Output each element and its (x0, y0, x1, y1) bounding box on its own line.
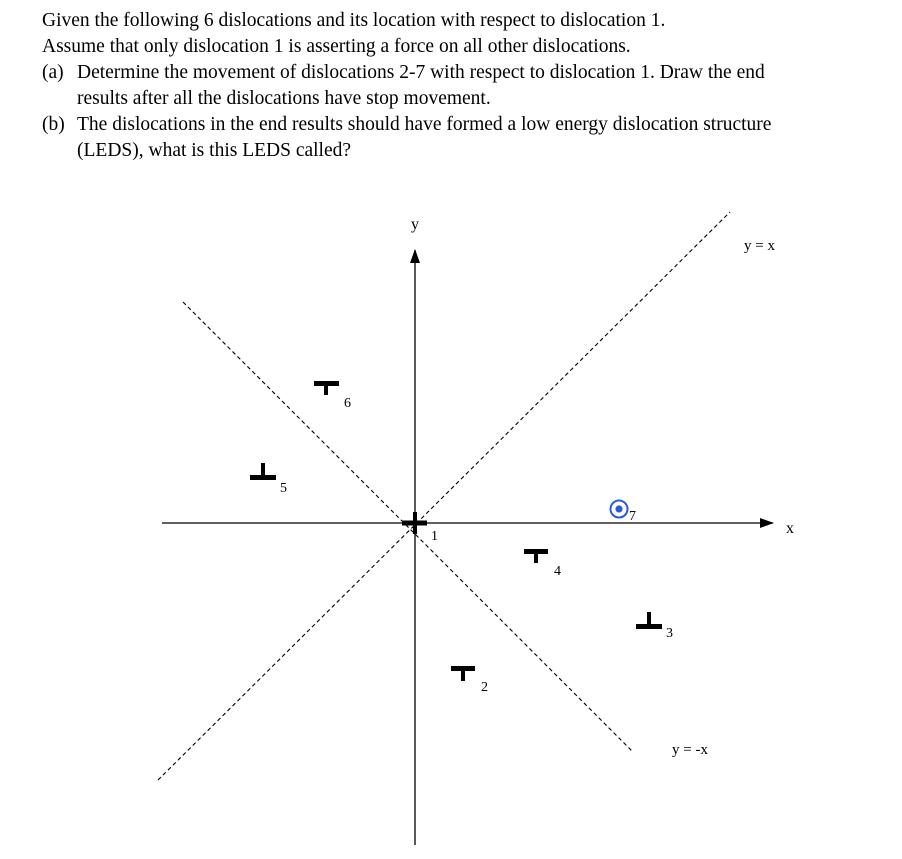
part-b-marker: (b) (42, 114, 65, 135)
dislocation-1-symbol (402, 512, 427, 534)
dislocation-3-symbol (636, 612, 662, 629)
line-neg-label: y = -x (672, 742, 708, 758)
dislocation-4-symbol (524, 549, 548, 563)
intro-line-1: Given the following 6 dislocations and its location with respect to dislocation 1. (42, 10, 666, 31)
dislocation-1-label: 1 (431, 529, 438, 544)
dislocation-7-symbol (611, 501, 628, 518)
dislocation-2-symbol (451, 666, 475, 681)
part-a-line-2: results after all the dislocations have stop movement. (77, 88, 491, 109)
part-b-line-2: (LEDS), what is this LEDS called? (77, 140, 352, 161)
part-a-marker: (a) (42, 62, 64, 83)
part-b-line-1: The dislocations in the end results should have formed a low energy dislocation structure (77, 114, 772, 135)
dislocation-2-label: 2 (481, 680, 488, 695)
dislocation-6-symbol (314, 381, 339, 395)
line-y-equals-x (158, 212, 730, 780)
dislocation-6-label: 6 (344, 396, 351, 411)
dislocation-7-label: 7 (629, 509, 636, 524)
dislocation-5-label: 5 (280, 481, 287, 496)
dislocation-4-label: 4 (554, 564, 561, 579)
line-y-equals-neg-x (183, 302, 633, 752)
axis-y-label: y (411, 216, 419, 233)
axis-x-label: x (786, 520, 794, 537)
part-a-line-1: Determine the movement of dislocations 2-7 with respect to dislocation 1. Draw the end (77, 62, 765, 83)
intro-line-2: Assume that only dislocation 1 is asserting a force on all other dislocations. (42, 36, 631, 57)
dislocation-5-symbol (250, 463, 276, 480)
dislocation-3-label: 3 (666, 626, 673, 641)
line-pos-label: y = x (744, 238, 775, 254)
